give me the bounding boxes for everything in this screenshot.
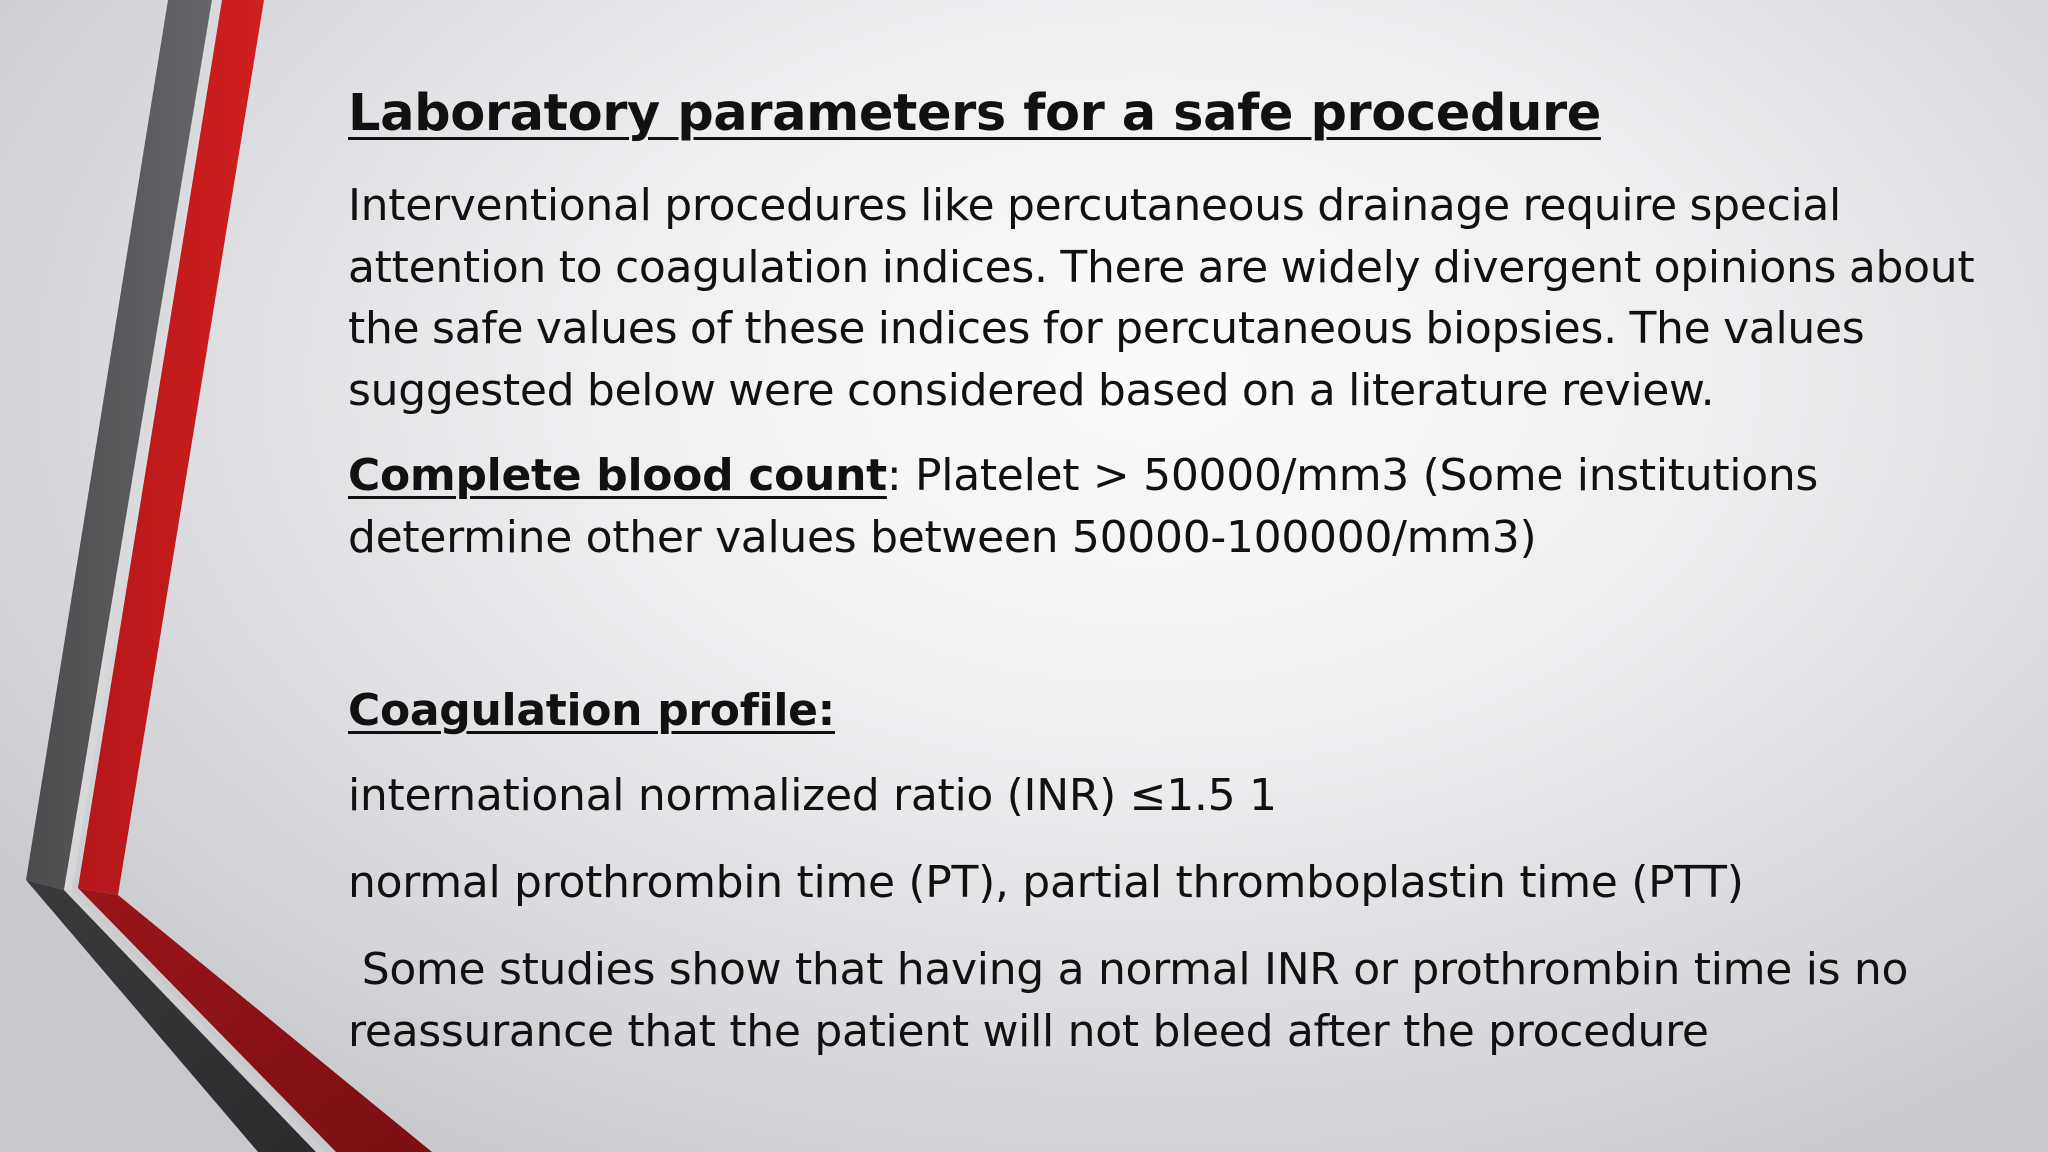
coag-paragraph [348, 680, 2008, 742]
intro-paragraph: Interventional procedures like percutaneous drainage require special attention to coagulation indices. There are widely divergent opinions about the safe values of these indices for percutaneous biopsies. The values suggested below were considered based on a literature review. [348, 180, 1975, 416]
inr-line: international normalized ratio (INR) ≤1.5 1 [348, 770, 1277, 821]
cbc-heading: Complete blood count [348, 450, 887, 501]
coag-heading: Coagulation profile: [348, 685, 835, 736]
band-separator-lower [64, 890, 326, 1152]
cbc-paragraph [348, 445, 2008, 568]
cbc-text: : Platelet > 50000/mm3 (Some institutions determine other values between 50000-100000/mm3) [348, 450, 1819, 563]
band-separator [64, 0, 220, 890]
pt-line: normal prothrombin time (PT), partial thromboplastin time (PTT) [348, 857, 1744, 908]
studies-paragraph: Some studies show that having a normal INR or prothrombin time is no reassurance that the patient will not bleed after the procedure [348, 944, 1922, 1057]
gray-band-lower [26, 880, 316, 1152]
slide-title: Laboratory parameters for a safe procedure [348, 84, 1601, 143]
